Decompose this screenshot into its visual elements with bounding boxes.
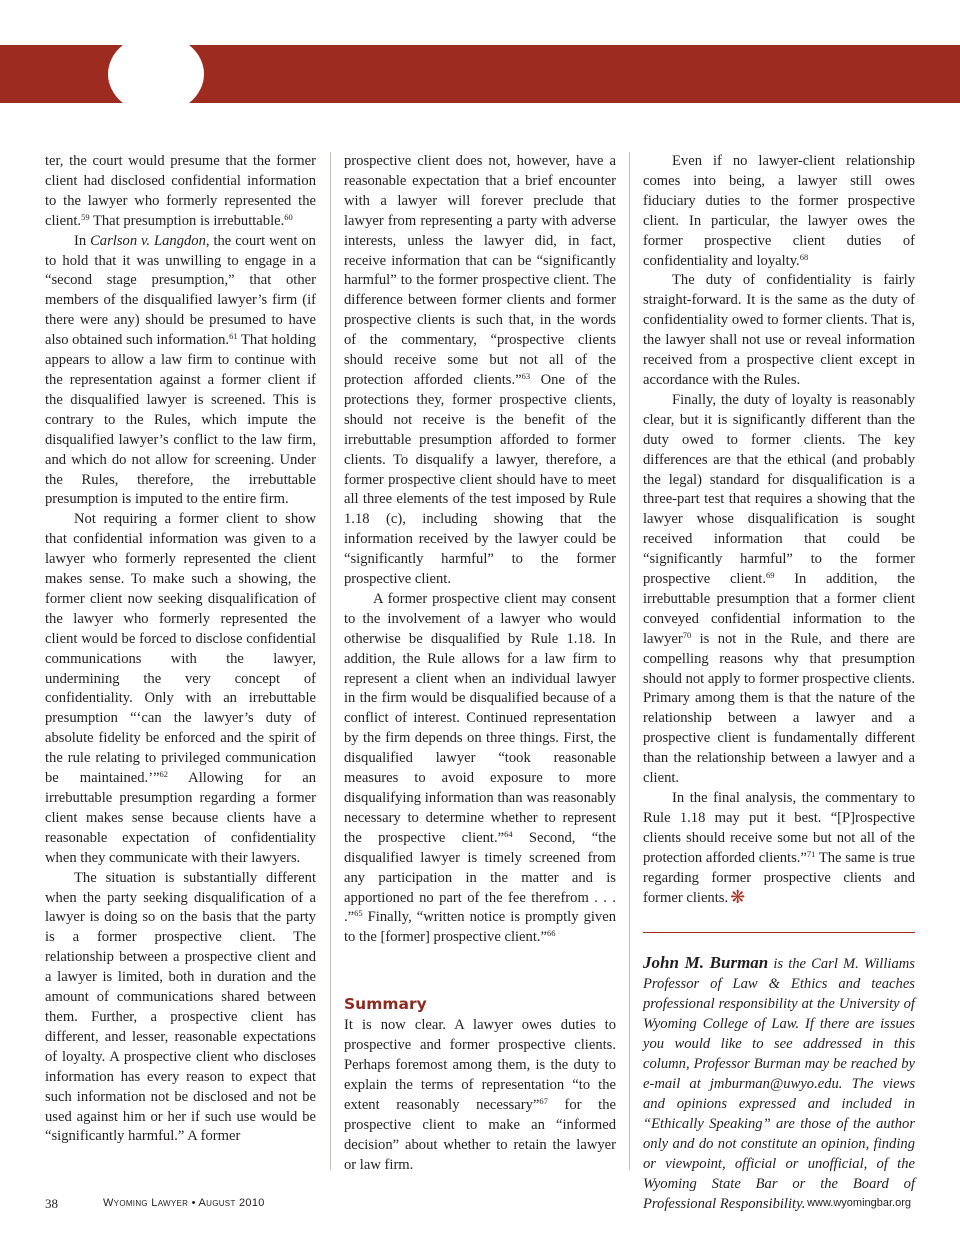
- footnote-ref: 59: [81, 211, 90, 222]
- paragraph: In Carlson v. Langdon, the court went on to hold that it was unwilling to engage in a “second stage presumption,” that other members of the disqualified lawyer’s firm (if there were any) should be presumed to have also obtained such information.$^{61}$ That holding appears to allow a law firm to continue with the representation against a former client if the disqualified lawyer is screened. This is contrary to the Rules, which impute the disqualified lawyer’s conflict to the law firm, and which do not allow for screening. Under the Rules, therefore, the irrebuttable presumption is imputed to the entire firm.: [45, 232, 316, 508]
- paragraph: In the final analysis, the commentary to Rule 1.18 may put it best. “[P]rospective clients should receive some but not all of the protection afforded clients.”$^{71}$ The same is true regarding former prospective clients and former clients. ❋: [643, 790, 915, 908]
- website-url: www.wyomingbar.org: [807, 1197, 911, 1209]
- footnote-ref: 62: [159, 769, 169, 780]
- paragraph: prospective client does not, however, have a reasonable expectation that a brief encounter with a lawyer will forever preclude that lawyer from representing a party with adverse interests, unless the lawyer did, in fact, receive information that can be “significantly harmful” to the former prospective client. The difference between former clients and former prospective clients is such that, in the words of the commentary, “prospective clients should receive some but not all of the protection afforded clients.”$^{63}$ One of the protections they, former prospective clients, should not receive is the benefit of the irrebuttable presumption afforded to former clients. To disqualify a lawyer, therefore, a former prospective client should have to meet all three elements of the test imposed by Rule 1.18 (c), including showing that the information received by the lawyer could be “significantly harmful” to the former prospective client.: [344, 153, 616, 588]
- footnote-ref: 61: [229, 331, 238, 342]
- article-column-3: [643, 152, 915, 1214]
- footnote-ref: 65: [354, 908, 363, 919]
- page-footer: [0, 1196, 960, 1216]
- column-divider: [629, 152, 630, 1170]
- paragraph: A former prospective client may consent to the involvement of a lawyer who would otherwise be disqualified by Rule 1.18. In addition, the Rule allows for a law firm to represent a client when an individual lawyer in the firm would be disqualified because of a conflict of interest. Continued representation by the firm depends on three things. First, the disqualified lawyer “took reasonable measures to avoid exposure to more disqualifying information than was reasonably necessary to determine whether to represent the prospective client.”$^{64}$ Second, “the disqualified lawyer is timely screened from any participation in the matter and is apportioned no part of the fee therefrom . . . .”$^{65}$ Finally, “written notice is promptly given to the [former] prospective client.”$^{66}$: [344, 590, 616, 946]
- paragraph: Not requiring a former client to show that confidential information was given to a lawyer who formerly represented the client makes sense. To make such a showing, the former client now seeking disqualification of the lawyer who formerly represented the client would be forced to disclose confidential communications with the lawyer, undermining the very concept of confidentiality. Only with an irrebuttable presumption “‘can the lawyer’s duty of absolute fidelity be enforced and the spirit of the rule relating to privileged communication be maintained.’”$^{62}$ Allowing for an irrebuttable presumption regarding a former client makes sense because clients have a reasonable expectation of confidentiality when they communicate with their lawyers.: [45, 511, 316, 866]
- footnote-ref: 68: [799, 251, 809, 262]
- case-citation: Carlson v. Langdon: [90, 232, 206, 249]
- footnote-ref: 66: [547, 928, 556, 939]
- column-divider: [330, 152, 331, 1170]
- paragraph: It is now clear. A lawyer owes duties to prospective and former prospective clients. Perhaps foremost among them, is the duty to explain the terms of representation “to the extent reasonably necessary”$^{67}$ for the prospective client to make an “informed decision” about whether to retain the lawyer or law firm.: [344, 1017, 616, 1173]
- article-column-1: [45, 152, 316, 1147]
- end-of-article-icon: ❋: [730, 886, 746, 908]
- author-name: John M. Burman: [643, 953, 769, 973]
- bio-divider: [643, 932, 915, 933]
- publication-info: Wyoming Lawyer • August 2010: [103, 1197, 265, 1209]
- footnote-ref: 67: [539, 1095, 548, 1106]
- footnote-ref: 60: [284, 211, 293, 222]
- footnote-ref: 69: [766, 570, 775, 581]
- paragraph: The duty of confidentiality is fairly straight-forward. It is the same as the duty of confidentiality owed to former clients. That is, the lawyer shall not use or reveal information received from a prospective client except in accordance with the Rules.: [643, 272, 915, 388]
- paragraph: ter, the court would presume that the former client had disclosed confidential information to the lawyer who formerly represented the client.$^{59}$ That presumption is irrebuttable.$^{60}$: [45, 153, 316, 229]
- footnote-ref: 70: [682, 629, 692, 640]
- author-bio: John M. Burman is the Carl M. Williams Professor of Law & Ethics and teaches professional responsibility at the University of Wyoming College of Law. If there are issues you would like to see addressed in this column, Professor Burman may be reached by e-mail at jmburman@uwyo.edu. The views and opinions expressed and included in “Ethically Speaking” are those of the author only and do not constitute an opinion, finding or viewpoint, official or unofficial, of the Wyoming State Bar or the Board of Professional Responsibility.: [643, 953, 915, 1213]
- section-heading: Summary: [344, 995, 427, 1014]
- header-band-cutout: [108, 34, 204, 114]
- article-column-2: [344, 152, 616, 1176]
- footnote-ref: 64: [504, 828, 513, 839]
- paragraph: Finally, the duty of loyalty is reasonably clear, but it is significantly different than the duty owed to former clients. The key differences are that the ethical (and probably the legal) standard for disqualification is a three-part test that requires a showing that the lawyer whose disqualification is sought received information that could be “significantly harmful” to the former prospective client.$^{69}$ In addition, the irrebuttable presumption that a former client conveyed confidential information to the lawyer$^{70}$ is not in the Rule, and there are compelling reasons why that presumption should not apply to former prospective clients. Primary among them is that the nature of the relationship between a lawyer and a prospective client is fundamentally different than the relationship between a lawyer and a client.: [643, 391, 915, 787]
- footnote-ref: 71: [806, 848, 816, 859]
- page-number: 38: [45, 1196, 58, 1211]
- footnote-ref: 63: [521, 370, 531, 381]
- paragraph: Even if no lawyer-client relationship comes into being, a lawyer still owes fiduciary duties to the former prospective client. In particular, the lawyer owes the former prospective client duties of confidentiality and loyalty.$^{68}$: [643, 153, 915, 269]
- paragraph: The situation is substantially different when the party seeking disqualification of a lawyer is doing so on the basis that the party is a former prospective client. The relationship between a prospective client and a lawyer is limited, both in duration and the amount of communications shared between them. Further, a prospective client has different, and lesser, reasonable expectations of loyalty. A prospective client who discloses information has every reason to expect that such information not be disclosed and not be used against him or her if such use would be “significantly harmful.” A former: [45, 869, 316, 1145]
